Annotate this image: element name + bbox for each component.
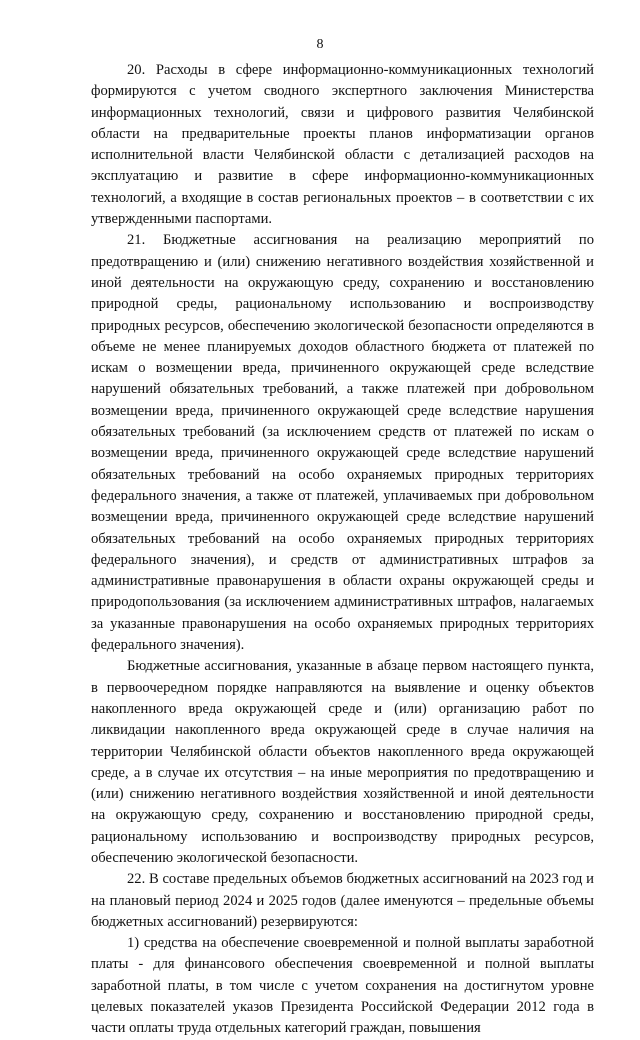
page-number: 8 [316, 37, 324, 52]
paragraph-21-second: Бюджетные ассигнования, указанные в абзаце первом настоящего пункта, в первоочередном порядке направляются на выявление и оценку объектов накопленного вреда окружающей среде и (или) организацию работ по ликвидации накопленного вреда окружающей среде в случае наличия на территории Челябинской области объектов накопленного вреда окружающей среде, а в случае их отсутствия – на иные мероприятия по предотвращению и (или) снижению негативного воздействия хозяйственной и иной деятельности на окружающую среду, сохранению и восстановлению природной среды, рациональному использованию и воспроизводству природных ресурсов, обеспечению экологической безопасности. [91, 658, 594, 866]
paragraph-21: 21. Бюджетные ассигнования на реализацию мероприятий по предотвращению и (или) снижению негативного воздействия хозяйственной и иной деятельности на окружающую среду, сохранению и восстановлению природной среды, рациональному использованию и воспроизводству природных ресурсов, обеспечению экологической безопасности определяются в объеме не менее планируемых доходов областного бюджета от платежей по искам о возмещении вреда, причиненного окружающей среде вследствие нарушений обязательных требований, а также платежей при добровольном возмещении вреда, причиненного окружающей среде вследствие нарушения обязательных требований (за исключением средств от платежей по искам о возмещении вреда, причиненного окружающей среде вследствие нарушений обязательных требований на особо охраняемых природных территориях федерального значения, а также от платежей, уплачиваемых при добровольном возмещении вреда, причиненного окружающей среде вследствие нарушений обязательных требований на особо охраняемых природных территориях федерального значения), и средств от административных штрафов за административные правонарушения в области охраны окружающей среды и природопользования (за исключением административных штрафов, налагаемых за указанные правонарушения на особо охраняемых природных территориях федерального значения). [91, 232, 594, 654]
paragraph-22-item-1: 1) средства на обеспечение своевременной и полной выплаты заработной платы - для финансового обеспечения своевременной и полной выплаты заработной платы, в том числе с учетом сохранения на достигнутом уровне целевых показателей указов Президента Российской Федерации 2012 года в части оплаты труда отдельных категорий граждан, повышения [91, 935, 594, 1037]
paragraph-20: 20. Расходы в сфере информационно-коммуникационных технологий формируются с учетом сводного экспертного заключения Министерства информационных технологий, связи и цифрового развития Челябинской области на предварительные проекты планов информатизации органов исполнительной власти Челябинской области с детализацией расходов на эксплуатацию и развитие в сфере информационно-коммуникационных технологий, а входящие в состав региональных проектов – в соответствии с их утвержденными паспортами. [91, 62, 594, 228]
paragraph-22: 22. В составе предельных объемов бюджетных ассигнований на 2023 год и на плановый период 2024 и 2025 годов (далее именуются – предельные объемы бюджетных ассигнований) резервируются: [91, 871, 594, 930]
document-body [91, 60, 594, 1040]
